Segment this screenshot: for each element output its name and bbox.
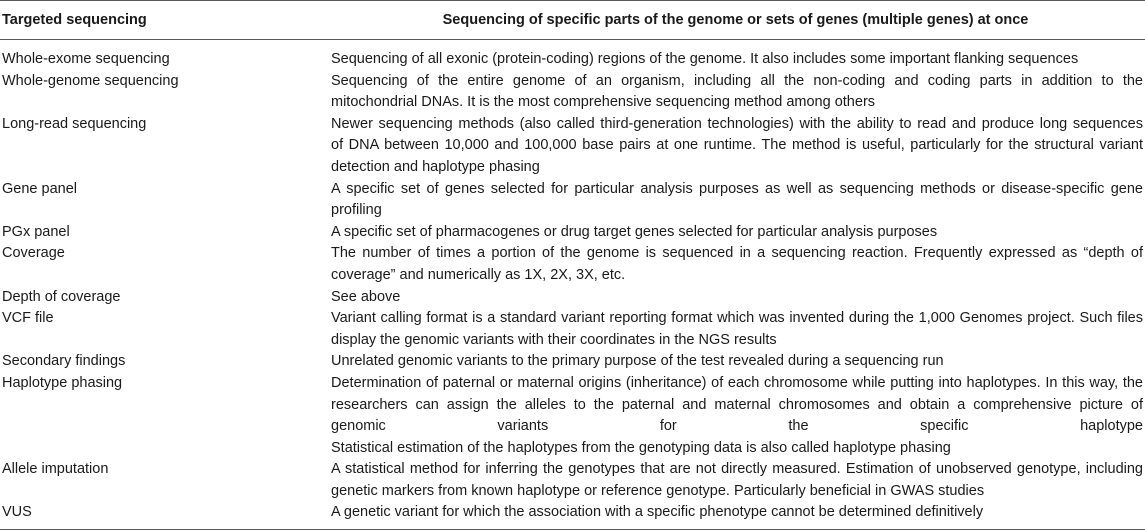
- definition-line: Sequencing of all exonic (protein-coding) regions of the genome. It also includes some important flanking sequences: [331, 51, 1079, 67]
- table-row: [0, 308, 1145, 351]
- table-row: [0, 179, 1145, 222]
- definition-line: profiling: [331, 202, 382, 219]
- table-row: [0, 243, 1145, 286]
- definition-line: Sequencing of the entire genome of an organism, including all the non-coding and coding parts in addition to the: [331, 72, 1143, 89]
- definition-line: A specific set of pharmacogenes or drug target genes selected for particular analysis purposes: [331, 223, 938, 240]
- table-row: [0, 373, 1145, 459]
- definition-line: of DNA between 10,000 and 100,000 base pairs at one runtime. The method is useful, particularly for the structural variant: [331, 137, 1143, 154]
- term-cell: VUS: [2, 504, 32, 521]
- definition-cell: [331, 49, 1145, 71]
- definition-line: Statistical estimation of the haplotypes from the genotyping data is also called haplotype phasing: [331, 439, 951, 456]
- definition-cell: [331, 459, 1145, 502]
- term-cell: Secondary findings: [2, 353, 126, 370]
- table-row: [0, 114, 1145, 179]
- term-cell: Long-read sequencing: [2, 115, 147, 132]
- term-cell: Depth of coverage: [2, 288, 121, 305]
- definition-line: A statistical method for inferring the genotypes that are not directly measured. Estimation of unobserved genotype, including: [331, 461, 1143, 478]
- definition-line: detection and haplotype phasing: [331, 158, 540, 175]
- table-row: [0, 222, 1145, 244]
- term-cell: Haplotype phasing: [2, 374, 123, 391]
- definition-cell: [331, 114, 1145, 179]
- table-row: [0, 71, 1145, 114]
- definition-line: A specific set of genes selected for particular analysis purposes as well as sequencing methods or disease-specific gene: [331, 180, 1143, 197]
- definition-cell: [331, 287, 1145, 309]
- definition-cell: [331, 373, 1145, 459]
- term-cell: VCF file: [2, 310, 54, 327]
- definition-cell: [331, 502, 1145, 524]
- definition-line: researchers can assign the alleles to the paternal and maternal chromosomes and obtain a comprehensive picture of: [331, 396, 1143, 413]
- definition-line: A genetic variant for which the association with a specific phenotype cannot be determined definitively: [331, 504, 984, 521]
- table-row: [0, 49, 1145, 71]
- definition-line: genomic variants for the specific haplotype: [331, 418, 1143, 435]
- table-row: [0, 287, 1145, 309]
- definition-line: display the genomic variants with their coordinates in the NGS results: [331, 331, 777, 348]
- definition-line: Newer sequencing methods (also called third-generation technologies) with the ability to read and produce long sequences: [331, 115, 1143, 132]
- header-term-column: Targeted sequencing: [2, 12, 147, 28]
- term-cell: Whole-exome sequencing: [2, 51, 170, 67]
- table-header: [0, 0, 1145, 40]
- definition-cell: [331, 243, 1145, 286]
- header-definition-column: Sequencing of specific parts of the genome or sets of genes (multiple genes) at once: [442, 12, 1029, 28]
- term-cell: PGx panel: [2, 223, 70, 240]
- table-row: [0, 502, 1145, 524]
- definition-cell: [331, 179, 1145, 222]
- definition-line: mitochondrial DNAs. It is the most comprehensive sequencing method among others: [331, 94, 876, 111]
- table-row: [0, 351, 1145, 373]
- definition-line: genetic markers from known haplotype or reference genotype. Particularly beneficial in GWAS studies: [331, 482, 985, 499]
- table-body: [0, 40, 1145, 530]
- definition-line: The number of times a portion of the genome is sequenced in a sequencing reaction. Frequently expressed as “depth of: [331, 245, 1143, 262]
- term-cell: Gene panel: [2, 180, 77, 197]
- definition-cell: [331, 222, 1145, 244]
- definition-cell: [331, 351, 1145, 373]
- term-cell: Allele imputation: [2, 461, 109, 478]
- term-cell: Whole-genome sequencing: [2, 72, 179, 89]
- definition-line: Unrelated genomic variants to the primary purpose of the test revealed during a sequencing run: [331, 353, 944, 370]
- table-row: [0, 459, 1145, 502]
- definition-line: coverage” and numerically as 1X, 2X, 3X, etc.: [331, 266, 626, 283]
- definition-line: See above: [331, 288, 401, 305]
- term-cell: Coverage: [2, 245, 65, 262]
- definition-line: Variant calling format is a standard variant reporting format which was invented during the 1,000 Genomes project. Such files: [331, 310, 1143, 327]
- definition-line: Determination of paternal or maternal origins (inheritance) of each chromosome while putting into haplotypes. In this way, the: [331, 374, 1143, 391]
- definition-cell: [331, 71, 1145, 114]
- definition-cell: [331, 308, 1145, 351]
